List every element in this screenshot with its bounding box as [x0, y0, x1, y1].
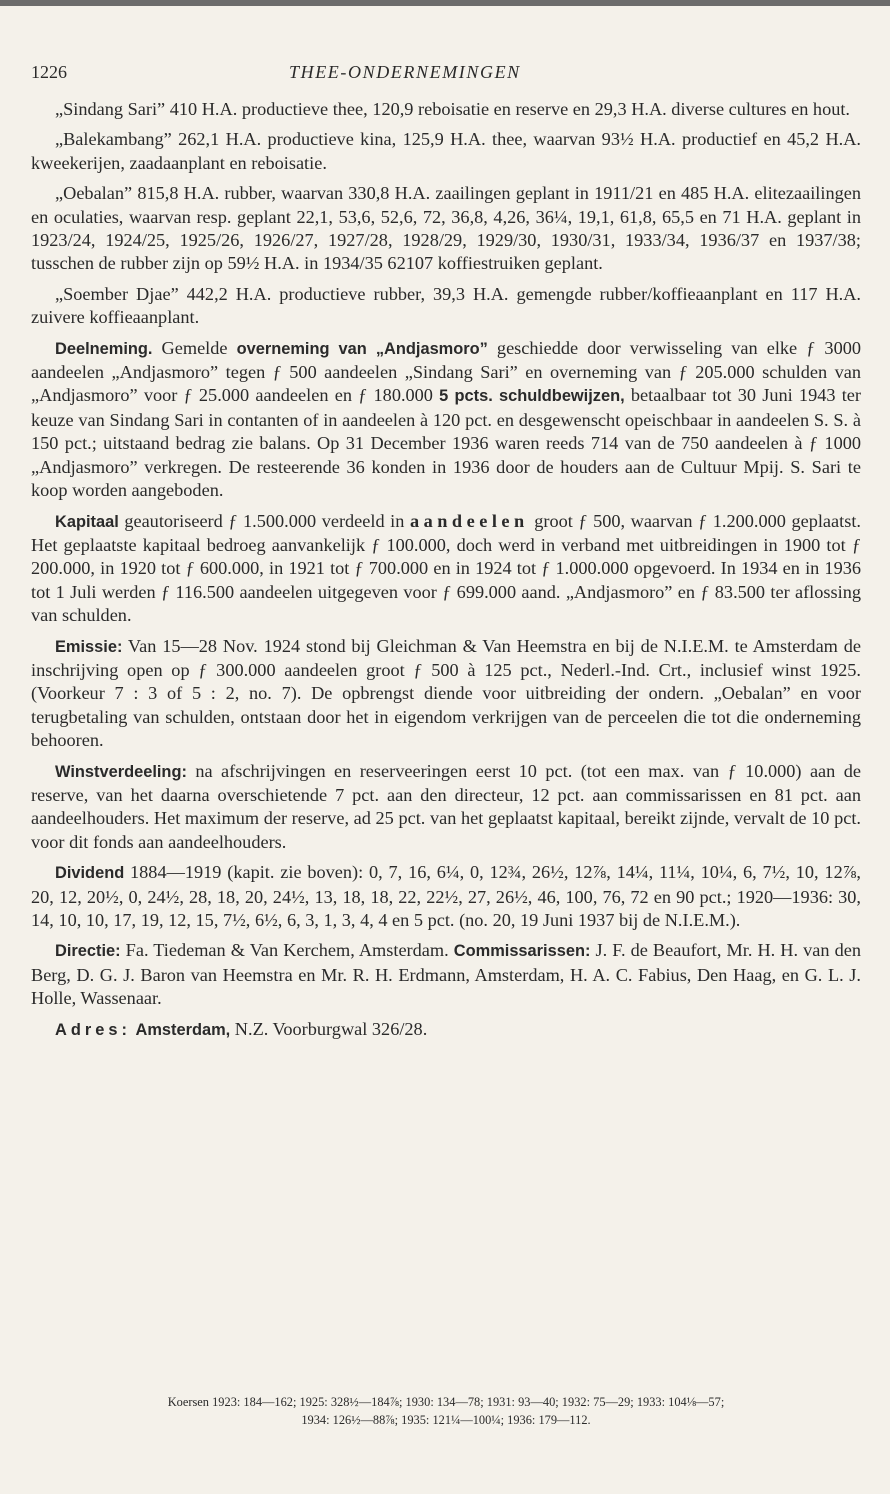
directie-text: Fa. Tiedeman & Van Kerchem, Amsterdam.	[120, 940, 454, 961]
deelneming-text-2: geschiedde door verwisseling van elke ƒ 3000 aandeelen „Andjasmoro” tegen ƒ 500 aandeelen „Sindang Sari” en overneming van ƒ 205.000 schulden van „Andjasmoro” voor ƒ 25.000 aandeelen en ƒ 180.000	[31, 337, 861, 406]
running-title: THEE-ONDERNEMINGEN	[289, 62, 521, 82]
koersen-line-1: Koersen 1923: 184—162; 1925: 328½—184⅞; 1930: 134—78; 1931: 93—40; 1932: 75—29; 1933: 104⅛—57;	[167, 1395, 725, 1409]
section-deelneming	[31, 337, 861, 503]
section-dividend	[31, 861, 861, 932]
deelneming-bold-1: overneming van „Andjasmoro”	[236, 339, 488, 358]
section-kapitaal	[31, 510, 861, 628]
kapitaal-spaced-word: aandeelen	[409, 510, 529, 531]
estate-sindang-sari: „Sindang Sari” 410 H.A. productieve thee, 120,9 reboisatie en reserve en 29,3 H.A. diverse cultures en hout.	[55, 99, 851, 119]
section-adres	[31, 1018, 861, 1042]
kapitaal-text-2: groot ƒ 500, waarvan ƒ 1.200.000 geplaatst. Het geplaatste kapitaal bedroeg aanvankelijk ƒ 100.000, doch werd in verband met uitbreidingen in 1900 tot ƒ 200.000, in 1920 tot ƒ 600.000, in 1921 tot ƒ 700.000 en in 1924 tot ƒ 1.000.000 opgevoerd. In 1934 en in 1936 tot 1 Juli werden ƒ 116.500 aandeelen uitgegeven voor ƒ 699.000 aand. „Andjasmoro” en ƒ 83.500 ter aflossing van schulden.	[31, 510, 861, 626]
estate-soember-djae: „Soember Djae” 442,2 H.A. productieve rubber, 39,3 H.A. gemengde rubber/koffieaanplant en 117 H.A. zuivere koffieaanplant.	[31, 283, 861, 328]
deelneming-bold-3: schuldbewijzen,	[498, 387, 625, 406]
article-body	[31, 98, 861, 1049]
deelneming-text-3: betaalbaar tot 30 Juni 1943 ter keuze van Sindang Sari in contanten of in aandeelen à 120 pct. en desgewenscht opeischbaar in aandeelen S. S. à 150 pct.; uitstaand bedrag zie balans. Op 31 December 1936 waren reeds 714 van de 750 aandeelen à ƒ 1000 „Andjasmoro” verkregen. De resteerende 36 konden in 1936 door de houders aan de Cultuur Mpij. S. Sari te koop worden aangeboden.	[31, 385, 861, 501]
kapitaal-label: Kapitaal	[55, 512, 119, 531]
section-directie	[31, 939, 861, 1010]
page-header	[31, 62, 861, 88]
deelneming-bold-2: 5 pcts.	[439, 387, 493, 406]
section-winstverdeeling	[31, 760, 861, 855]
emissie-label: Emissie:	[55, 637, 123, 656]
adres-text: N.Z. Voorburgwal 326/28.	[230, 1018, 428, 1039]
commissarissen-label: Commissarissen:	[453, 942, 591, 961]
deelneming-text-1: Gemelde	[152, 337, 237, 358]
koersen-footnote	[31, 1393, 861, 1429]
estate-balekambang: „Balekambang” 262,1 H.A. productieve kina, 125,9 H.A. thee, waarvan 93½ H.A. productief en 45,2 H.A. kweekerijen, zaadaanplant en reboisatie.	[31, 129, 861, 173]
kapitaal-text-1: geautoriseerd ƒ 1.500.000 verdeeld in	[118, 510, 410, 531]
winstverdeeling-label: Winstverdeeling:	[55, 762, 187, 781]
deelneming-label: Deelneming.	[55, 339, 153, 358]
dividend-label: Dividend	[55, 864, 125, 883]
adres-label: Adres:	[55, 1020, 131, 1039]
emissie-text: Van 15—28 Nov. 1924 stond bij Gleichman & Van Heemstra en bij de N.I.E.M. te Amsterdam de inschrijving open op ƒ 300.000 aandeelen groot ƒ 500 à 125 pct., Nederl.-Ind. Crt., inclusief winst 1925. (Voorkeur 7 : 3 of 5 : 2, no. 7). De opbrengst diende voor uitbreiding der ondern. „Oebalan” en voor terugbetaling van schulden, ontstaan door het in eigendom verkrijgen van de perceelen die tot die onderneming behooren.	[31, 635, 861, 751]
section-emissie	[31, 635, 861, 753]
commissarissen-text: J. F. de Beaufort, Mr. H. H. van den Berg, D. G. J. Baron van Heemstra en Mr. R. H. Erdmann, Amsterdam, H. A. C. Fabius, Den Haag, en G. L. J. Holle, Wassenaar.	[31, 940, 861, 1009]
winstverdeeling-text: na afschrijvingen en reserveeringen eerst 10 pct. (tot een max. van ƒ 10.000) aan de reserve, van het daarna overschietende 7 pct. aan den directeur, 12 pct. aan commissarissen en 81 pct. aan aandeelhouders. Het maximum der reserve, ad 25 pct. van het geplaatst kapitaal, bereikt zijnde, vervalt de 10 pct. voor dit fonds aan aandeelhouders.	[31, 760, 861, 852]
dividend-text: 1884—1919 (kapit. zie boven): 0, 7, 16, 6¼, 0, 12¾, 26½, 12⅞, 14¼, 11¼, 10¼, 6, 7½, 10, 12⅞, 20, 12, 20½, 0, 24½, 28, 18, 20, 24½, 13, 18, 18, 22, 22½, 27, 26½, 46, 100, 76, 72 en 90 pct.; 1920—1936: 30, 14, 10, 10, 17, 19, 12, 15, 7½, 6½, 6, 3, 1, 3, 4, 4 en 5 pct. (no. 20, 19 Juni 1937 bij de N.I.E.M.).	[31, 862, 861, 930]
adres-city: Amsterdam,	[135, 1020, 231, 1039]
estate-oebalan: „Oebalan” 815,8 H.A. rubber, waarvan 330,8 H.A. zaailingen geplant in 1911/21 en 485 H.A. elitezaailingen en oculaties, waarvan resp. geplant 22,1, 53,6, 52,6, 72, 36,8, 4,26, 36¼, 19,1, 61,8, 65,5 en 71 H.A. geplant in 1923/24, 1924/25, 1925/26, 1926/27, 1927/28, 1928/29, 1929/30, 1930/31, 1933/34, 1936/37 en 1937/38; tusschen de rubber zijn op 59½ H.A. in 1934/35 62107 koffiestruiken geplant.	[31, 183, 861, 274]
page-top-edge	[0, 0, 890, 6]
directie-label: Directie:	[55, 942, 121, 961]
page-number: 1226	[31, 62, 67, 82]
koersen-line-2: 1934: 126½—88⅞; 1935: 121¼—100¼; 1936: 179—112.	[301, 1413, 591, 1427]
